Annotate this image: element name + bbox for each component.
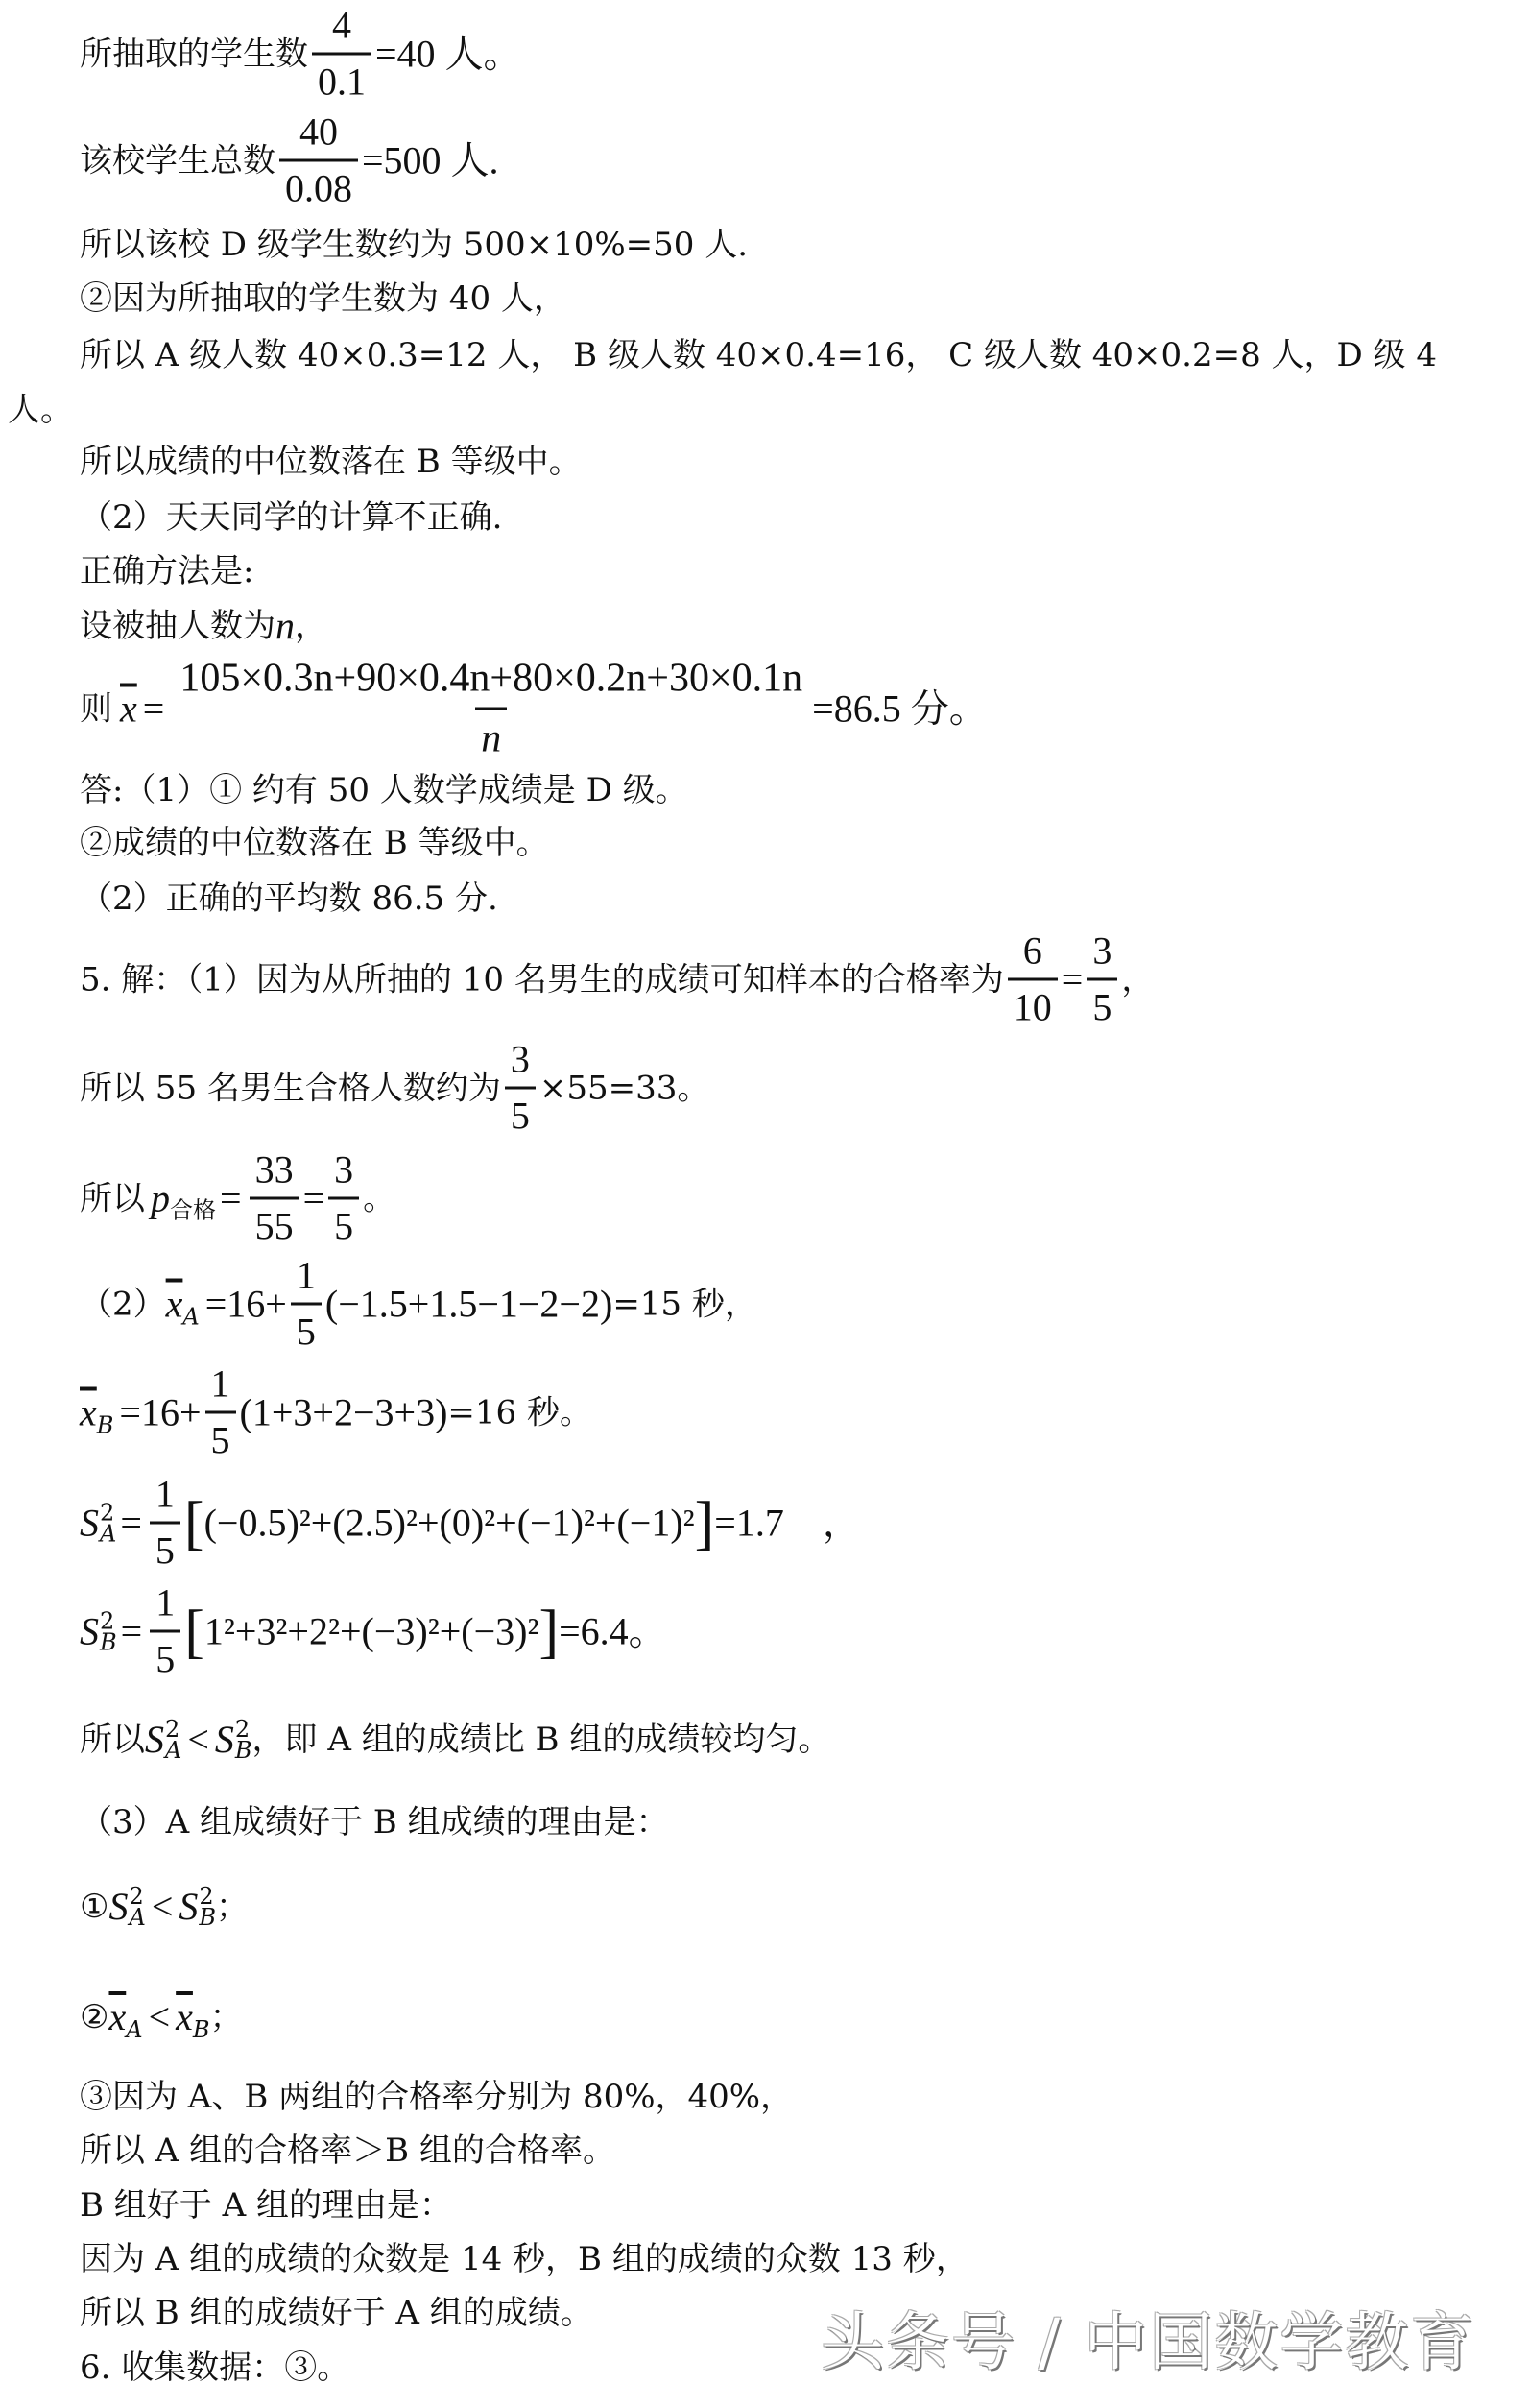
text: =86.5 分。 — [812, 686, 988, 730]
text: < — [187, 1718, 209, 1761]
fraction — [205, 1361, 236, 1464]
numerator: 105×0.3n+90×0.4n+80×0.2n+30×0.1n — [179, 656, 803, 701]
line-answer-mean: （2）正确的平均数 86.5 分. — [80, 879, 498, 918]
denominator: 5 — [291, 1303, 322, 1356]
variable: S — [80, 1501, 99, 1544]
numerator: 3 — [334, 1147, 354, 1192]
fraction — [174, 654, 808, 764]
line-level-counts: 所以 A 级人数 40×0.3=12 人， B 级人数 40×0.4=16， C 级人数 40×0.2=8 人，D 级 4 — [80, 336, 1438, 374]
text: 所抽取的学生数 — [80, 35, 308, 73]
numerator: 3 — [510, 1037, 530, 1081]
text: =16+ — [119, 1390, 202, 1433]
denominator: 0.08 — [279, 159, 358, 212]
line-part-2: （2）天天同学的计算不正确. — [80, 498, 503, 537]
expression: 1²+3²+2²+(−3)²+(−3)² — [203, 1609, 539, 1652]
text: < — [148, 1995, 171, 2038]
numerator: 33 — [254, 1147, 294, 1192]
line-q6: 6. 收集数据：③。 — [80, 2348, 350, 2387]
text: = — [302, 1176, 325, 1219]
variable: S — [179, 1885, 199, 1928]
text: （2） — [80, 1285, 166, 1323]
superscript: 2 — [199, 1883, 214, 1910]
line-variance-b — [80, 1580, 667, 1683]
text: = — [142, 686, 165, 730]
denominator: 5 — [505, 1087, 536, 1140]
line-q5-pass-rate — [80, 928, 1154, 1031]
text: ； — [209, 1998, 243, 2036]
variable: $\overline{x}$ — [108, 1995, 127, 2038]
denominator: 5 — [150, 1630, 180, 1683]
variable: $\overline{x}$ — [176, 1995, 193, 2038]
text: =15 秒， — [612, 1285, 757, 1323]
bracket: ] — [694, 1490, 715, 1555]
text: =40 人。 — [375, 32, 522, 75]
line-pass-count — [80, 1037, 709, 1140]
sup-sub — [100, 1607, 117, 1655]
variable: $\overline{x}$ — [120, 686, 137, 730]
line-answer-1: 答:（1）① 约有 50 人数学成绩是 D 级。 — [80, 771, 688, 809]
sup-sub — [100, 1499, 117, 1547]
line-wrap: 人。 — [8, 391, 73, 429]
text: = — [120, 1501, 142, 1544]
fraction — [279, 109, 358, 212]
line-sample-size — [80, 3, 522, 106]
text: 则 — [80, 689, 112, 728]
watermark: 头条号 / 中国数学教育 — [821, 2305, 1476, 2379]
text: = — [120, 1609, 143, 1652]
numerator: 3 — [1092, 928, 1112, 973]
variable: n — [275, 604, 295, 647]
line-variance-compare — [80, 1716, 831, 1764]
fraction — [150, 1472, 180, 1575]
line-mode: 因为 A 组的成绩的众数是 14 秒，B 组的成绩的众数 13 秒， — [80, 2240, 968, 2278]
fraction — [1087, 928, 1117, 1031]
text: =16 秒。 — [447, 1393, 592, 1432]
superscript: 2 — [129, 1883, 144, 1910]
text: ② — [80, 1998, 109, 2036]
text: 该校学生总数 — [80, 141, 275, 180]
superscript: 2 — [234, 1716, 251, 1743]
line-let-n — [80, 604, 327, 647]
line-b-better: B 组好于 A 组的理由是： — [80, 2186, 452, 2225]
denominator: 5 — [150, 1522, 180, 1575]
text: ① — [80, 1888, 109, 1926]
line-reason-variance — [80, 1883, 250, 1931]
text: ； — [216, 1888, 250, 1926]
expression: (1+3+2−3+3) — [239, 1390, 448, 1433]
line-correct-method: 正确方法是: — [80, 552, 254, 590]
text: ， — [1121, 960, 1155, 999]
text: 。 — [363, 1179, 396, 1217]
text: = — [220, 1176, 242, 1219]
line-p-pass — [80, 1147, 395, 1250]
line-median: 所以成绩的中位数落在 B 等级中。 — [80, 443, 582, 481]
text: =1.7 ， — [714, 1501, 861, 1544]
variable: S — [80, 1609, 99, 1652]
numerator: 40 — [299, 109, 338, 154]
bracket: [ — [184, 1599, 204, 1664]
numerator: 4 — [332, 3, 351, 47]
subscript: B — [199, 1904, 217, 1931]
subscript: B — [192, 2016, 210, 2043]
superscript: 2 — [100, 1499, 115, 1526]
fraction — [250, 1147, 299, 1250]
numerator: 1 — [210, 1361, 230, 1406]
subscript: 合格 — [170, 1196, 216, 1223]
text: = — [1061, 957, 1084, 1000]
fraction — [312, 3, 371, 106]
denominator: 5 — [328, 1197, 359, 1250]
sup-sub — [234, 1716, 252, 1764]
subscript: B — [234, 1737, 252, 1764]
sup-sub — [165, 1716, 182, 1764]
text: 所以 — [80, 1179, 145, 1217]
line-reason-mean — [80, 1986, 243, 2049]
subscript: A — [126, 2016, 143, 2043]
text: ， — [295, 607, 327, 645]
variable: $\overline{x}$ — [80, 1390, 97, 1433]
text: ，即 A 组的成绩比 B 组的成绩较均匀。 — [251, 1721, 831, 1759]
fraction — [1008, 928, 1058, 1031]
superscript: 2 — [100, 1607, 115, 1634]
line-pass-compare: 所以 A 组的合格率＞B 组的合格率。 — [80, 2131, 615, 2170]
line-mean-a — [80, 1253, 757, 1356]
text: =500 人. — [362, 138, 499, 181]
text: 所以 — [80, 1721, 145, 1759]
variable: $\overline{x}$ — [165, 1282, 183, 1325]
fraction — [150, 1580, 180, 1683]
subscript: A — [182, 1303, 200, 1330]
variable: S — [108, 1885, 129, 1928]
variable: S — [214, 1718, 234, 1761]
text: 设被抽人数为 — [80, 607, 275, 645]
denominator: 5 — [1087, 978, 1117, 1031]
text: < — [151, 1885, 174, 1928]
text: ×55=33。 — [538, 1069, 710, 1107]
fraction — [505, 1037, 536, 1140]
line-mean-b — [80, 1361, 592, 1464]
expression: (−1.5+1.5−1−2−2) — [324, 1282, 613, 1325]
text: =16+ — [204, 1282, 287, 1325]
subscript: B — [100, 1628, 117, 1655]
text: =6.4。 — [559, 1609, 667, 1652]
text: 所以 55 名男生合格人数约为 — [80, 1069, 501, 1107]
denominator: 0.1 — [312, 53, 371, 106]
numerator: 1 — [296, 1253, 316, 1297]
superscript: 2 — [165, 1716, 180, 1743]
text: 5. 解：（1）因为从所抽的 10 名男生的成绩可知样本的合格率为 — [80, 960, 1004, 999]
bracket: [ — [183, 1490, 204, 1555]
numerator: 1 — [155, 1472, 175, 1516]
denominator: 55 — [250, 1197, 299, 1250]
line-reason-pass-rate: ③因为 A、B 两组的合格率分别为 80%，40%， — [80, 2078, 794, 2116]
denominator: 10 — [1008, 978, 1058, 1031]
line-variance-a — [80, 1472, 861, 1575]
expression: (−0.5)²+(2.5)²+(0)²+(−1)²+(−1)² — [203, 1501, 695, 1544]
fraction — [291, 1253, 322, 1356]
subscript: A — [165, 1737, 182, 1764]
sup-sub — [199, 1883, 217, 1931]
fraction — [328, 1147, 359, 1250]
bracket: ] — [538, 1599, 560, 1664]
line-total-students — [80, 109, 499, 212]
denominator: n — [475, 708, 507, 764]
line-part-3: （3）A 组成绩好于 B 组成绩的理由是： — [80, 1803, 669, 1842]
line-b-conclusion: 所以 B 组的成绩好于 A 组的成绩。 — [80, 2294, 593, 2332]
subscript: A — [129, 1904, 146, 1931]
denominator: 5 — [205, 1411, 236, 1464]
variable: p — [151, 1176, 170, 1219]
subscript: B — [96, 1411, 114, 1438]
line-mean-formula — [80, 654, 988, 764]
line-d-level: 所以该校 D 级学生数约为 500×10%=50 人. — [80, 226, 749, 264]
line-reason-2: ②因为所抽取的学生数为 40 人， — [80, 279, 566, 318]
variable: S — [145, 1718, 164, 1761]
subscript: A — [100, 1520, 117, 1547]
line-answer-median: ②成绩的中位数落在 B 等级中。 — [80, 824, 549, 862]
numerator: 6 — [1022, 928, 1042, 973]
numerator: 1 — [155, 1580, 176, 1625]
sup-sub — [129, 1883, 146, 1931]
